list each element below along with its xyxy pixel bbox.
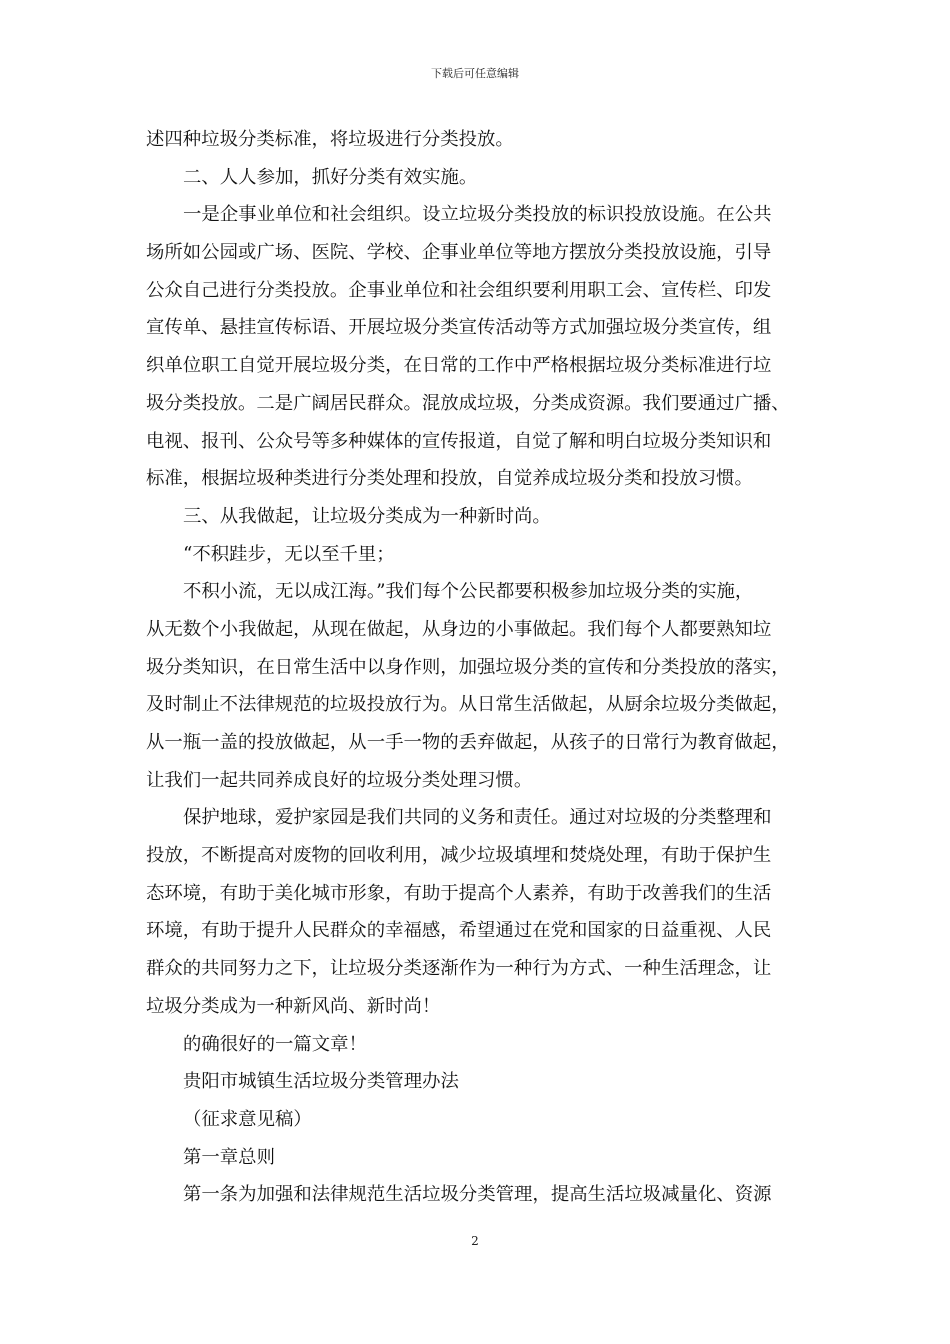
text-line: 宣传单、悬挂宣传标语、开展垃圾分类宣传活动等方式加强垃圾分类宣传，组 [146, 317, 772, 339]
text-line: 织单位职工自觉开展垃圾分类，在日常的工作中严格根据垃圾分类标准进行垃 [146, 355, 772, 377]
page-number: 2 [471, 1234, 479, 1248]
text-line: 投放，不断提高对废物的回收利用，减少垃圾填埋和焚烧处理，有助于保护生 [146, 845, 772, 867]
text-line: 及时制止不法律规范的垃圾投放行为。从日常生活做起，从厨余垃圾分类做起， [146, 694, 790, 716]
text-line: 群众的共同努力之下，让垃圾分类逐渐作为一种行为方式、一种生活理念，让 [146, 958, 772, 980]
text-line: 标准，根据垃圾种类进行分类处理和投放，自觉养成垃圾分类和投放习惯。 [146, 468, 753, 490]
text-line: 电视、报刊、公众号等多种媒体的宣传报道，自觉了解和明白垃圾分类知识和 [146, 430, 772, 452]
text-line: 圾分类投放。二是广阔居民群众。混放成垃圾，分类成资源。我们要通过广播、 [146, 392, 790, 414]
text-line: 态环境，有助于美化城市形象，有助于提高个人素养，有助于改善我们的生活 [146, 882, 772, 904]
text-line: 保护地球，爱护家园是我们共同的义务和责任。通过对垃圾的分类整理和 [183, 807, 772, 829]
text-line: 不积小流，无以成江海。”我们每个公民都要积极参加垃圾分类的实施， [183, 581, 754, 603]
text-line: 第一章总则 [183, 1146, 275, 1168]
text-line: 的确很好的一篇文章！ [183, 1033, 367, 1055]
text-line: 三、从我做起，让垃圾分类成为一种新时尚。 [183, 505, 551, 527]
text-line: 公众自己进行分类投放。企事业单位和社会组织要利用职工会、宣传栏、印发 [146, 279, 772, 301]
text-line: “不积跬步，无以至千里； [183, 543, 395, 565]
text-line: （征求意见稿） [183, 1108, 312, 1130]
text-line: 场所如公园或广场、医院、学校、企事业单位等地方摆放分类投放设施，引导 [146, 242, 772, 264]
text-line: 从一瓶一盖的投放做起，从一手一物的丢弃做起，从孩子的日常行为教育做起， [146, 732, 790, 753]
text-line: 环境，有助于提升人民群众的幸福感，希望通过在党和国家的日益重视、人民 [146, 920, 772, 942]
text-line: 一是企事业单位和社会组织。设立垃圾分类投放的标识投放设施。在公共 [183, 204, 772, 226]
text-line: 第一条为加强和法律规范生活垃圾分类管理，提高生活垃圾减量化、资源 [183, 1184, 772, 1206]
text-line: 让我们一起共同养成良好的垃圾分类处理习惯。 [146, 769, 533, 791]
text-line: 垃圾分类成为一种新风尚、新时尚！ [146, 995, 441, 1017]
text-line: 贵阳市城镇生活垃圾分类管理办法 [183, 1071, 459, 1093]
document-body [146, 121, 812, 1214]
text-line: 述四种垃圾分类标准，将垃圾进行分类投放。 [146, 129, 514, 150]
text-line: 从无数个小我做起，从现在做起，从身边的小事做起。我们每个人都要熟知垃 [146, 618, 772, 640]
page-header: 下载后可任意编辑 [431, 67, 519, 80]
text-line: 二、人人参加，抓好分类有效实施。 [183, 166, 478, 188]
text-line: 圾分类知识，在日常生活中以身作则，加强垃圾分类的宣传和分类投放的落实， [146, 656, 790, 678]
